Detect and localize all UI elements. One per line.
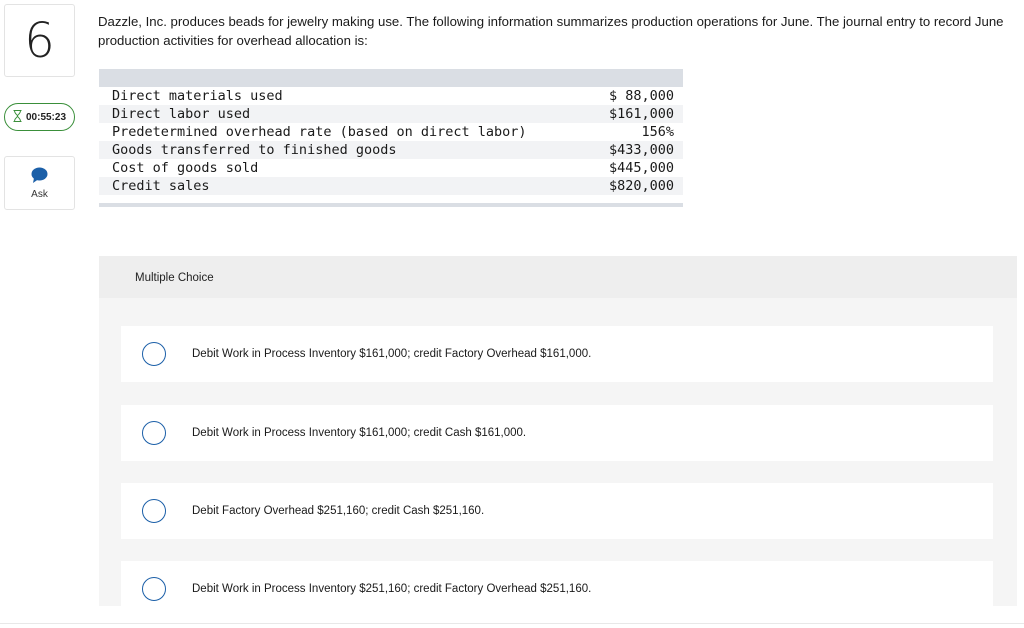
radio-button[interactable] [142,421,166,445]
question-text: Dazzle, Inc. produces beads for jewelry making use. The following information summarizes production operations for June. The journal entry to record June production activities for overhead allocation is: [98,14,1004,48]
row-value: $161,000 [608,106,674,122]
answer-option[interactable] [121,326,993,382]
row-value: $820,000 [608,178,674,194]
data-table [99,69,683,207]
multiple-choice-header: Multiple Choice [99,256,1017,298]
row-value: $433,000 [608,142,674,158]
row-label: Direct labor used [112,106,251,122]
option-text: Debit Factory Overhead $251,160; credit Cash $251,160. [192,505,485,517]
timer[interactable] [4,103,75,131]
row-value: $445,000 [608,160,674,176]
row-label: Credit sales [112,178,210,194]
table-row [99,87,683,105]
chat-bubble-icon [31,167,48,187]
row-label: Cost of goods sold [112,160,259,176]
ask-label: Ask [31,188,48,200]
table-row [99,123,683,141]
row-value: $ 88,000 [608,88,674,104]
multiple-choice-panel [99,256,1017,606]
timer-value: 00:55:23 [25,111,67,123]
question-number: 6 [4,4,75,77]
answer-option[interactable] [121,561,993,606]
option-text: Debit Work in Process Inventory $161,000; credit Cash $161,000. [192,427,527,439]
table-row [99,177,683,195]
hourglass-icon [13,110,22,125]
radio-button[interactable] [142,342,166,366]
divider [0,623,1024,624]
table-row [99,159,683,177]
table-row [99,141,683,159]
row-value: 156% [641,124,674,140]
table-row [99,105,683,123]
answer-option[interactable] [121,405,993,461]
radio-button[interactable] [142,577,166,601]
ask-button[interactable] [4,156,75,210]
radio-button[interactable] [142,499,166,523]
row-label: Direct materials used [112,88,283,104]
option-text: Debit Work in Process Inventory $161,000; credit Factory Overhead $161,000. [192,348,592,360]
answer-option[interactable] [121,483,993,539]
table-footer [99,195,683,203]
option-text: Debit Work in Process Inventory $251,160; credit Factory Overhead $251,160. [192,583,592,595]
row-label: Goods transferred to finished goods [112,142,397,158]
row-label: Predetermined overhead rate (based on direct labor) [112,124,527,140]
